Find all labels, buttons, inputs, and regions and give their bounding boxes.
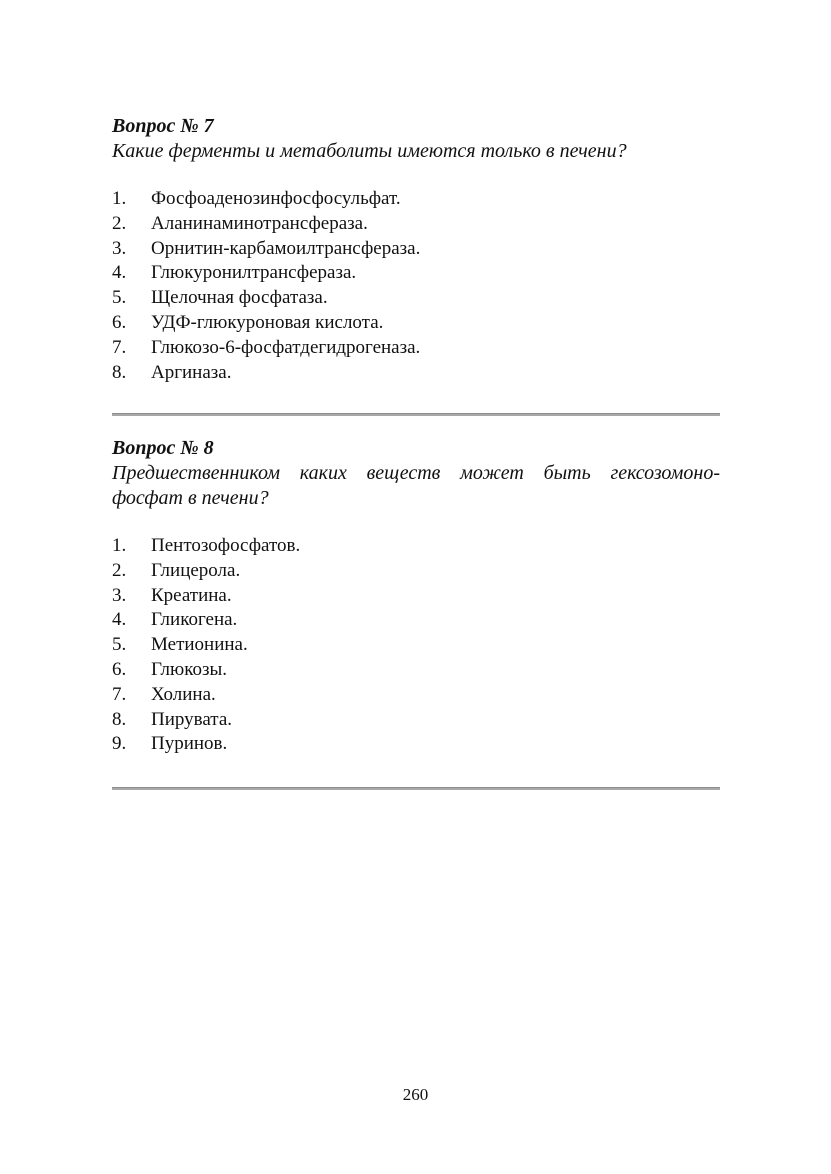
answer-item: [112, 261, 720, 286]
answer-number: 8.: [112, 708, 127, 730]
question-text: [112, 461, 720, 511]
answer-item: [112, 559, 720, 584]
question-text: Какие ферменты и метаболиты имеются только в печени?: [112, 140, 627, 162]
question-title: Вопрос № 8: [112, 437, 214, 459]
answer-text: Метионина.: [151, 634, 248, 656]
question-7: [112, 113, 720, 385]
answer-number: 7.: [112, 683, 127, 705]
answer-number: 2.: [112, 559, 127, 581]
answer-item: [112, 361, 720, 386]
answer-text: Аргиназа.: [151, 361, 232, 383]
answer-item: [112, 187, 720, 212]
answer-text: Креатина.: [151, 584, 232, 606]
answer-text: Пуринов.: [151, 733, 228, 755]
answer-number: 4.: [112, 262, 127, 284]
answer-number: 8.: [112, 361, 127, 383]
answer-text: УДФ-глюкуроновая кислота.: [151, 311, 384, 333]
answer-text: Орнитин-карбамоилтрансфераза.: [151, 237, 421, 259]
answer-number: 3.: [112, 237, 127, 259]
answer-list: [112, 534, 720, 757]
answer-text: Холина.: [151, 683, 216, 705]
section-divider: [112, 787, 720, 790]
question-title: Вопрос № 7: [112, 115, 214, 137]
answer-text: Глицерола.: [151, 559, 241, 581]
answer-text: Пирувата.: [151, 708, 233, 730]
answer-text: Фосфоаденозинфосфосульфат.: [151, 188, 401, 209]
answer-text: Щелочная фосфатаза.: [151, 287, 328, 309]
answer-text: Аланинаминотрансфераза.: [151, 212, 368, 234]
answer-number: 6.: [112, 658, 127, 680]
answer-item: [112, 534, 720, 559]
answer-text: Глюкозы.: [151, 658, 228, 680]
answer-number: 9.: [112, 733, 127, 755]
answer-item: [112, 237, 720, 262]
answer-item: [112, 732, 720, 757]
answer-item: [112, 212, 720, 237]
answer-number: 2.: [112, 212, 127, 234]
answer-number: 1.: [112, 188, 127, 209]
page-number: 260: [402, 1085, 429, 1104]
answer-text: Глюкуронилтрансфераза.: [151, 262, 357, 284]
answer-item: [112, 633, 720, 658]
answer-number: 7.: [112, 336, 127, 358]
answer-number: 4.: [112, 609, 127, 631]
answer-item: [112, 286, 720, 311]
question-8: [112, 435, 720, 757]
answer-text: Пентозофосфатов.: [151, 535, 301, 556]
answer-item: [112, 584, 720, 609]
answer-item: [112, 658, 720, 683]
answer-item: [112, 336, 720, 361]
answer-number: 3.: [112, 584, 127, 606]
answer-list: [112, 187, 720, 385]
answer-item: [112, 683, 720, 708]
answer-number: 5.: [112, 287, 127, 309]
answer-item: [112, 311, 720, 336]
answer-text: Глюкозо-6-фосфатдегидрогеназа.: [151, 336, 421, 358]
answer-text: Гликогена.: [151, 609, 238, 631]
answer-number: 1.: [112, 535, 127, 556]
question-text-line-1: Предшественником каких веществ может быть гексозомоно-: [112, 462, 720, 484]
answer-item: [112, 708, 720, 733]
answer-number: 5.: [112, 634, 127, 656]
section-divider: [112, 413, 720, 416]
answer-number: 6.: [112, 311, 127, 333]
question-text-line-2: фосфат в печени?: [112, 487, 269, 509]
answer-item: [112, 608, 720, 633]
